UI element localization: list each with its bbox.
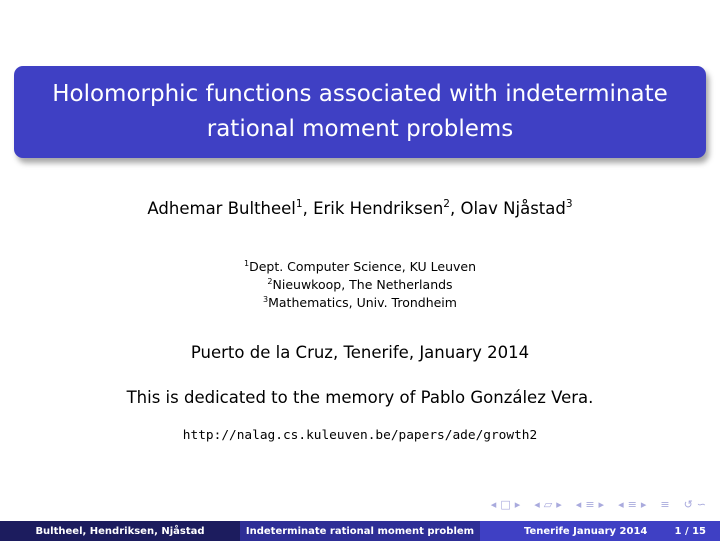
nav-frame-prev-icon[interactable]: ◂ xyxy=(534,498,540,511)
footer-event-text: Tenerife January 2014 xyxy=(524,525,648,537)
nav-frame-next-icon[interactable]: ▸ xyxy=(514,498,521,511)
nav-zoom-icon[interactable]: ∽ xyxy=(696,498,706,511)
footer-title-text: Indeterminate rational moment problem xyxy=(245,525,475,537)
nav-first-icon[interactable]: ◂ xyxy=(490,498,497,511)
author-name: Adhemar Bultheel xyxy=(147,199,296,218)
author-name: Olav Njåstad xyxy=(460,199,566,218)
author-sup: 2 xyxy=(443,198,450,210)
footer-page-number: 1 / 15 xyxy=(674,525,706,537)
author-sup: 1 xyxy=(295,198,303,210)
nav-search-icon[interactable]: ↺ xyxy=(683,498,693,511)
dedication-line: This is dedicated to the memory of Pablo González Vera. xyxy=(126,388,594,407)
nav-subsection-next-icon[interactable]: ▸ xyxy=(640,498,647,511)
affiliation-sup: 3 xyxy=(263,295,269,304)
affiliation-text: Dept. Computer Science, KU Leuven xyxy=(249,259,477,274)
affiliation-text: Nieuwkoop, The Netherlands xyxy=(272,277,453,292)
slide-footer xyxy=(0,521,720,541)
affiliation-2 xyxy=(0,275,720,294)
author-sup: 3 xyxy=(565,198,573,210)
author-name: Erik Hendriksen xyxy=(313,199,444,218)
affiliation-sup: 1 xyxy=(243,259,250,268)
nav-section-prev-icon[interactable]: ◂ xyxy=(575,498,582,511)
nav-subframe-next-icon[interactable]: ▸ xyxy=(556,498,562,511)
footer-title xyxy=(240,521,480,541)
footer-event xyxy=(480,521,720,541)
authors-line: Adhemar Bultheel$^1$, Erik Hendriksen$^2$, Olav Njåstad$^3$ xyxy=(147,198,573,218)
footer-authors xyxy=(0,521,240,541)
title-box xyxy=(14,66,706,158)
footer-authors-text: Bultheel, Hendriksen, Njåstad xyxy=(35,525,205,537)
nav-align-icon[interactable]: ≡ xyxy=(660,498,670,511)
nav-section-next-icon[interactable]: ▸ xyxy=(598,498,605,511)
conference-line: Puerto de la Cruz, Tenerife, January 2014 xyxy=(190,343,530,362)
nav-section-icon[interactable]: ≡ xyxy=(585,498,595,511)
nav-subframe-icon[interactable]: ▱ xyxy=(543,498,553,511)
paper-url[interactable]: http://nalag.cs.kuleuven.be/papers/ade/growth2 xyxy=(182,428,538,443)
nav-subsection-prev-icon[interactable]: ◂ xyxy=(618,498,624,511)
title-line-2: rational moment problems xyxy=(206,116,514,142)
beamer-nav-bar xyxy=(491,499,706,511)
nav-frame-icon[interactable]: □ xyxy=(500,498,511,511)
nav-subsection-icon[interactable]: ≡ xyxy=(627,498,637,511)
affiliation-sup: 2 xyxy=(267,277,273,286)
affiliation-3 xyxy=(0,293,720,312)
title-line-1: Holomorphic functions associated with indeterminate xyxy=(52,81,668,107)
affiliation-text: Mathematics, Univ. Trondheim xyxy=(268,295,457,310)
affiliation-1 xyxy=(0,257,720,276)
